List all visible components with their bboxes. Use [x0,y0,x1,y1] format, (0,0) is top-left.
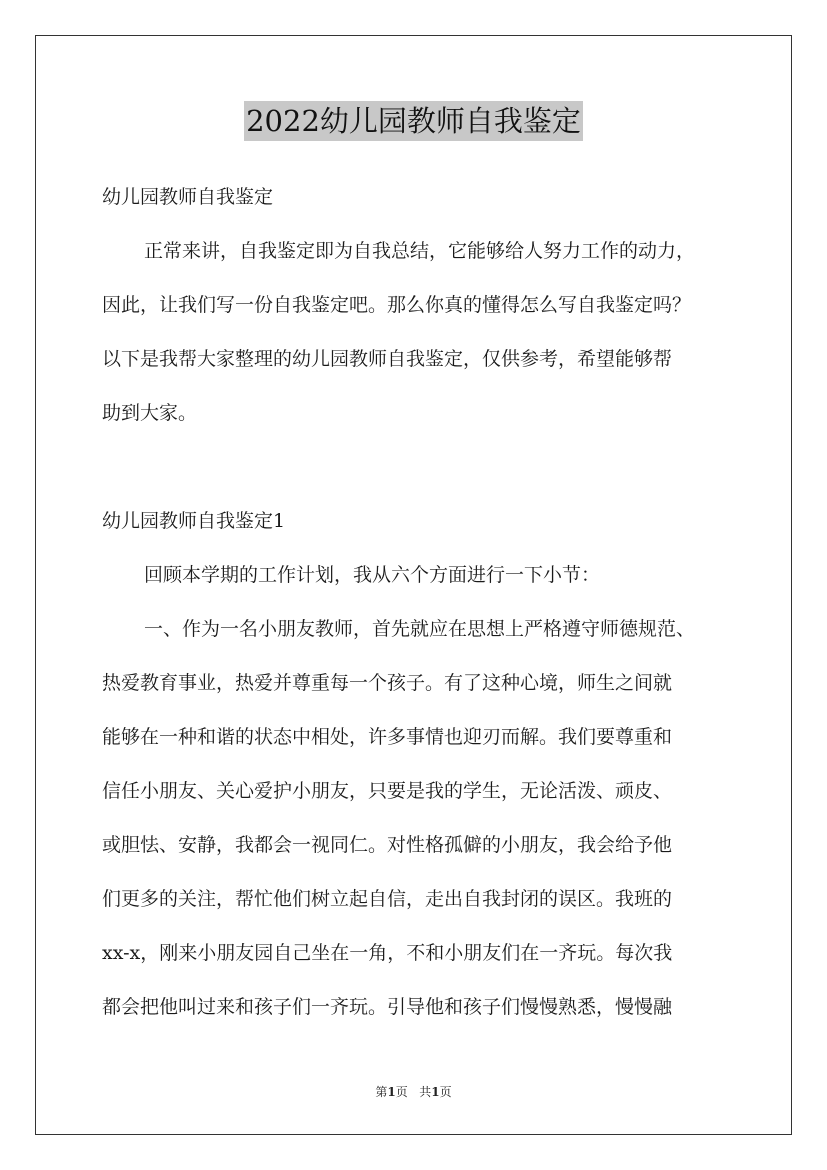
page-total: 1 [431,1085,440,1099]
paragraph-line: 助到大家。 [102,402,198,424]
page-footer [0,1083,827,1101]
total-suffix: 页 [439,1085,452,1099]
paragraph-line: 能够在一种和谐的状态中相处，许多事情也迎刃而解。我们要尊重和 [102,726,673,748]
paragraph-line: 一、作为一名小朋友教师，首先就应在思想上严格遵守师德规范、 [144,618,696,640]
paragraph-line: 或胆怯、安静，我都会一视同仁。对性格孤僻的小朋友，我会给予他 [102,834,673,856]
total-prefix: 共 [419,1085,432,1099]
document-body [102,170,744,1034]
paragraph-line: 因此，让我们写一份自我鉴定吧。那么你真的懂得怎么写自我鉴定吗？ [102,294,692,316]
paragraph-line: 信任小朋友、关心爱护小朋友，只要是我的学生，无论活泼、顽皮、 [102,780,673,802]
document-title: 2022幼儿园教师自我鉴定 [244,101,583,141]
paragraph-line: 们更多的关注，帮忙他们树立起自信，走出自我封闭的误区。我班的 [102,888,673,910]
paragraph-line: 热爱教育事业，热爱并尊重每一个孩子。有了这种心境，师生之间就 [102,672,673,694]
page-current: 1 [387,1085,396,1099]
section-heading: 幼儿园教师自我鉴定1 [102,510,286,532]
paragraph-line: 以下是我帮大家整理的幼儿园教师自我鉴定，仅供参考，希望能够帮 [102,348,673,370]
paragraph-line: 都会把他叫过来和孩子们一齐玩。引导他和孩子们慢慢熟悉，慢慢融 [102,996,673,1018]
page-suffix: 页 [395,1085,408,1099]
paragraph-line: 正常来讲，自我鉴定即为自我总结，它能够给人努力工作的动力， [144,240,696,262]
title-container [0,101,827,141]
paragraph-line: xx-x，刚来小朋友园自己坐在一角，不和小朋友们在一齐玩。每次我 [102,942,673,964]
section-heading: 幼儿园教师自我鉴定 [102,186,274,208]
paragraph-line: 回顾本学期的工作计划，我从六个方面进行一下小节： [144,564,601,586]
blank-line [102,440,744,494]
page-prefix: 第 [375,1085,388,1099]
